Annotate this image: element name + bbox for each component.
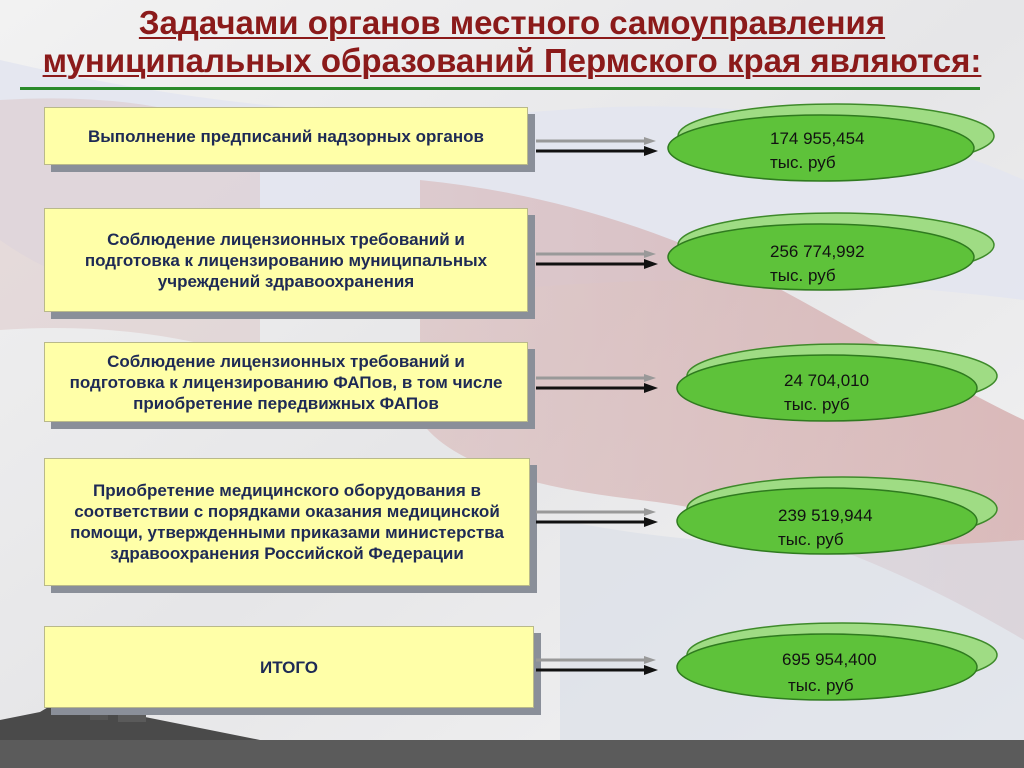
amount-unit-2: тыс. руб xyxy=(770,266,836,285)
arrow-connector-3 xyxy=(536,374,661,400)
task-label-2: Соблюдение лицензионных требований и подготовка к лицензированию муниципальных учреждений здравоохранения xyxy=(84,229,488,291)
task-box-4 xyxy=(44,458,530,586)
title-line-2: муниципальных образований Пермского края являются: xyxy=(42,42,982,79)
amount-value-3: 24 704,010 xyxy=(784,371,870,390)
task-box-1 xyxy=(44,107,528,165)
task-box-3 xyxy=(44,342,528,422)
amount-value-1: 174 955,454 xyxy=(770,129,865,148)
task-box-total xyxy=(44,626,534,708)
task-label-3: Соблюдение лицензионных требований и подготовка к лицензированию ФАПов, в том числе приобретение передвижных ФАПов xyxy=(69,351,503,413)
amount-ellipse-total xyxy=(672,620,1002,704)
arrow-connector-4 xyxy=(536,508,661,534)
task-label-1: Выполнение предписаний надзорных органов xyxy=(88,126,484,146)
amount-value-total: 695 954,400 xyxy=(782,650,877,669)
amount-ellipse-3 xyxy=(672,341,1002,425)
arrow-connector-total xyxy=(536,656,661,682)
page-title xyxy=(0,4,1024,80)
title-divider xyxy=(20,87,980,90)
task-label-total: ИТОГО xyxy=(259,657,319,677)
amount-ellipse-1 xyxy=(666,101,996,185)
task-box-2 xyxy=(44,208,528,312)
amount-value-4: 239 519,944 xyxy=(778,506,873,525)
task-label-4: Приобретение медицинского оборудования в соответствии с порядками оказания медицинской помощи, утвержденными приказами министерства здравоохранения Российской Федерации xyxy=(70,481,504,563)
amount-unit-total: тыс. руб xyxy=(788,676,854,695)
arrow-connector-1 xyxy=(536,137,661,163)
amount-unit-1: тыс. руб xyxy=(770,153,836,172)
amount-ellipse-2 xyxy=(666,210,996,294)
amount-value-2: 256 774,992 xyxy=(770,242,865,261)
amount-unit-4: тыс. руб xyxy=(778,530,844,549)
arrow-connector-2 xyxy=(536,250,661,276)
amount-ellipse-4 xyxy=(672,474,1002,558)
amount-unit-3: тыс. руб xyxy=(784,395,850,414)
title-line-1: Задачами органов местного самоуправления xyxy=(138,4,886,41)
title-block xyxy=(0,4,1024,80)
